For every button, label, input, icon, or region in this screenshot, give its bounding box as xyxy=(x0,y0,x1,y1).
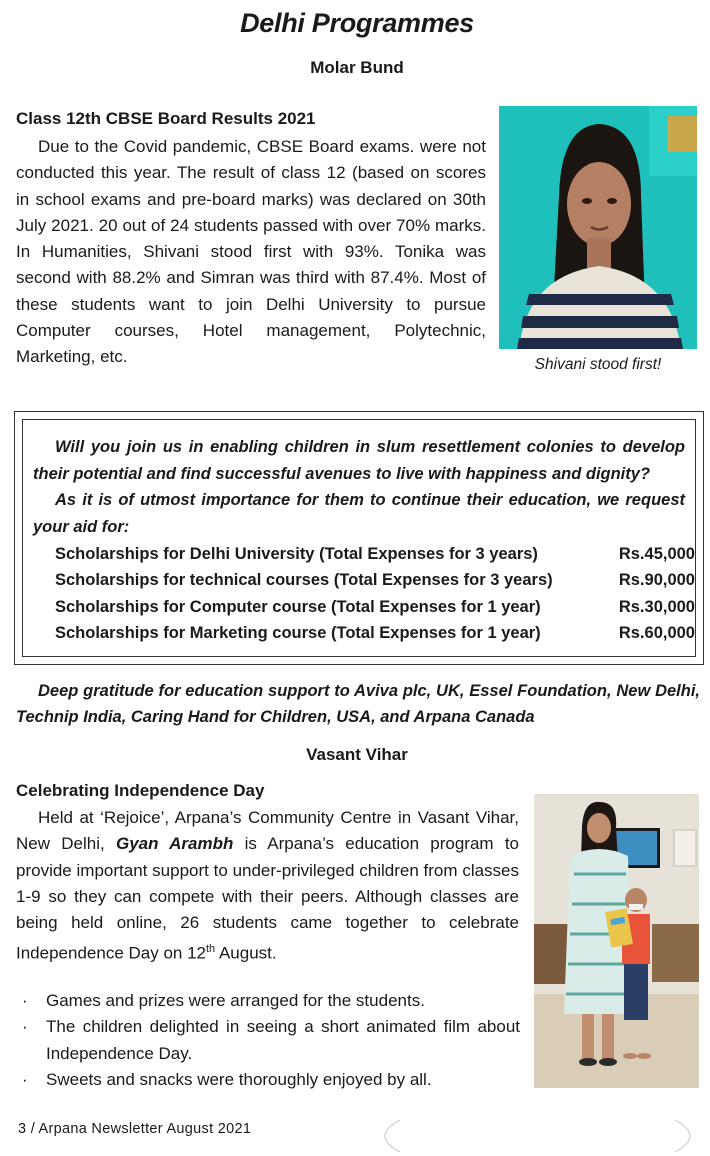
portrait-illustration xyxy=(499,106,697,349)
list-item: · The children delighted in seeing a short animated film about Independence Day. xyxy=(22,1017,520,1063)
gratitude-note: Deep gratitude for education support to Aviva plc, UK, Essel Foundation, New Delhi, Technip India, Caring Hand for Children, USA, and Arpana Canada xyxy=(16,682,700,726)
shivani-photo xyxy=(499,106,697,349)
scholarship-row xyxy=(55,571,695,590)
appeal-line-2: As it is of utmost importance for them to continue their education, we request your aid for: xyxy=(33,491,685,536)
celebration-illustration xyxy=(534,794,699,1088)
scholarship-row xyxy=(55,598,695,617)
scholarship-row xyxy=(55,545,695,564)
scholarship-amount: Rs.45,000 xyxy=(618,545,695,563)
photo-caption-shivani: Shivani stood first! xyxy=(534,356,662,373)
celebration-photo xyxy=(534,794,699,1088)
program-name: Gyan Arambh xyxy=(116,834,234,854)
scholarship-amount: Rs.90,000 xyxy=(618,571,695,589)
scholarship-amount: Rs.30,000 xyxy=(618,598,695,616)
activity-list xyxy=(18,988,520,1093)
appeal-box xyxy=(14,411,704,665)
appeal-box-inner xyxy=(22,419,696,657)
scholarship-label: Scholarships for Delhi University (Total Expenses for 3 years) xyxy=(55,545,538,563)
page-title: Delhi Programmes xyxy=(240,8,474,38)
scholarship-label: Scholarships for Marketing course (Total Expenses for 1 year) xyxy=(55,624,541,642)
page-footer: 3 / Arpana Newsletter August 2021 xyxy=(18,1121,252,1137)
list-item: · Games and prizes were arranged for the students. xyxy=(22,991,425,1010)
scholarship-row xyxy=(55,624,695,643)
footer-decoration xyxy=(370,1118,705,1154)
list-item: · Sweets and snacks were thoroughly enjoyed by all. xyxy=(22,1069,432,1089)
scholarship-label: Scholarships for technical courses (Total Expenses for 3 years) xyxy=(55,571,553,589)
independence-subheading: Celebrating Independence Day xyxy=(16,781,265,800)
scholarship-amount: Rs.60,000 xyxy=(618,624,695,642)
scholarship-label: Scholarships for Computer course (Total Expenses for 1 year) xyxy=(55,598,541,616)
section-heading-molar-bund: Molar Bund xyxy=(310,58,404,77)
section-heading-vasant-vihar: Vasant Vihar xyxy=(306,745,408,764)
appeal-line-1: Will you join us in enabling children in slum resettlement colonies to develop their potential and find successful avenues to live with happiness and dignity? xyxy=(33,438,685,483)
appeal-text xyxy=(33,434,685,540)
independence-paragraph: Held at ‘Rejoice’, Arpana’s Community Centre in Vasant Vihar, New Delhi, Gyan Arambh is Arpana’s education program to provide important support to under-privileged children from classes 1-9 so they can compete with their peers. Although classes are being held online, 26 students came together to celebrate Independence Day on 12th August. xyxy=(16,808,520,964)
results-subheading: Class 12th CBSE Board Results 2021 xyxy=(16,109,316,128)
results-paragraph: Due to the Covid pandemic, CBSE Board exams. were not conducted this year. The result of class 12 (based on scores in school exams and pre-board marks) was declared on 30th July 2021. 20 out of 24 students passed with over 70% marks. In Humanities, Shivani stood first with 93%. Tonika was second with 88.2% and Simran was third with 87.4%. Most of these students want to join Delhi University to pursue Computer courses, Hotel management, Polytechnic, Marketing, etc. xyxy=(16,137,486,367)
